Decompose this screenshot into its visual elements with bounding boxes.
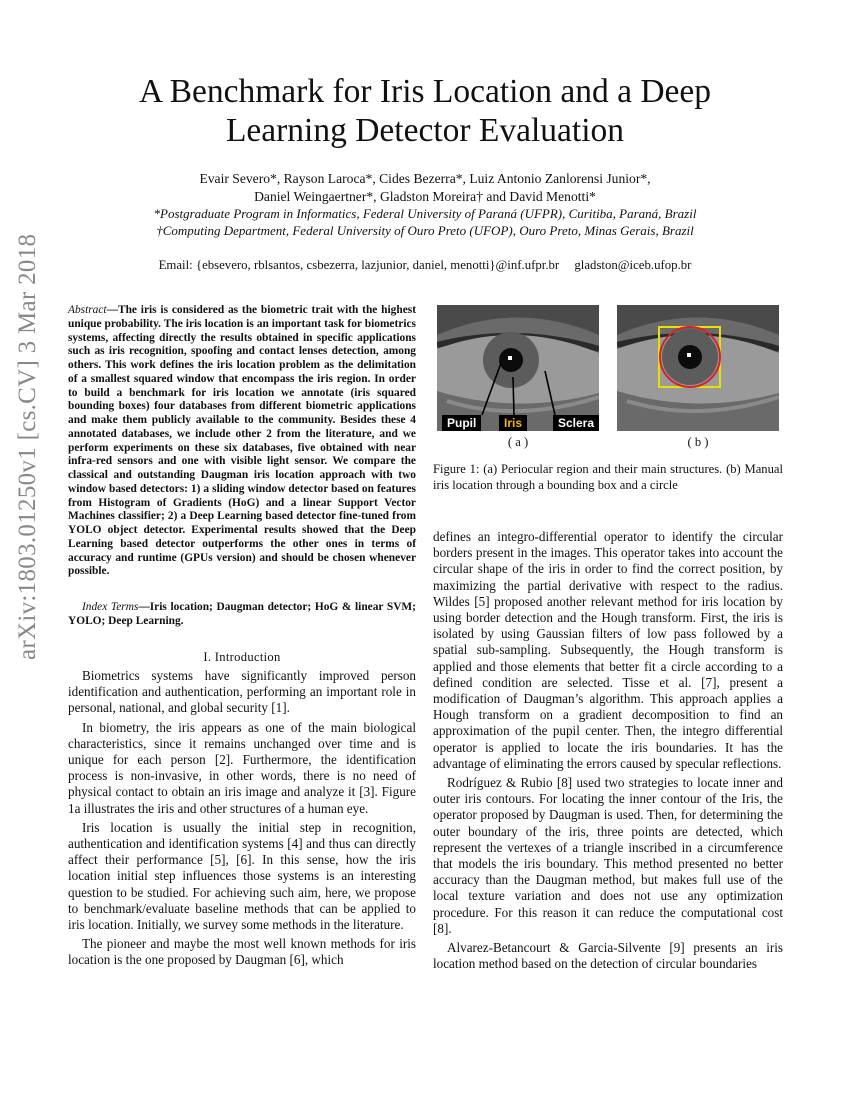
email-ufop: gladston@iceb.ufop.br [574, 258, 692, 272]
eye-image-a [437, 305, 599, 431]
subfigure-b-label: ( b ) [687, 435, 709, 449]
authors-line-2: Daniel Weingaertner*, Gladston Moreira† and David Menotti* [254, 189, 596, 204]
paragraph: The pioneer and maybe the most well known methods for iris location is the one proposed by Daugman [6], which [68, 936, 416, 968]
figure-1a-image [437, 305, 599, 431]
paragraph: Alvarez-Betancourt & Garcia-Silvente [9] presents an iris location method based on the detection of circular boundaries [433, 940, 783, 972]
right-column-body [433, 529, 783, 975]
title-line-2: Learning Detector Evaluation [225, 112, 625, 149]
paragraph: Iris location is usually the initial step in recognition, authentication and identification systems [4] and thus can directly affect their performance [5], [6]. In this sense, how the iris location initial step influences those systems is an interesting question to be studied. For achieving such aim, here, we propose to benchmark/evaluate baseline methods that can be applied to iris location. Initially, we survey some methods in the literature. [68, 819, 416, 933]
title-line-1: A Benchmark for Iris Location and a Deep [138, 73, 712, 110]
email-line [60, 258, 790, 273]
email-ufpr: Email: {ebsevero, rblsantos, csbezerra, lazjunior, daniel, menotti}@inf.ufpr.br [158, 258, 560, 272]
index-label: Index Terms [82, 601, 139, 613]
abstract-text: —The iris is considered as the biometric trait with the highest unique probability. The iris location is an important task for biometrics systems, affecting directly the results obtained in specific applications such as iris recognition, spoofing and contact lenses detection, among others. This work defines the iris location problem as the delimitation of a smallest squared window that encompass the iris region. In order to build a benchmark for iris location we annotate (iris squared bounding boxes) four databases from different biometric applications and make them publicly available to the community. Besides these 4 annotated databases, we include other 2 from the literature, and we perform experiments on these six databases, five obtained with near infra-red sensors and one with visible light sensor. We compare the classical and outstanding Daugman iris location approach with two window based detectors: 1) a sliding window detector based on features from Histogram of Gradients (HoG) and a linear Support Vector Machines classifier; 2) a Deep Learning based detector fine-tuned from YOLO object detector. Experimental results showed that the Deep Learning based detector outperforms the other ones in terms of accuracy and runtime (GPUs version) and should be chosen whenever possible. [68, 304, 416, 578]
index-terms [68, 601, 416, 629]
section-heading: I. Introduction [203, 650, 281, 664]
label-pupil: Pupil [442, 415, 481, 431]
paragraph: Rodríguez & Rubio [8] used two strategies to locate inner and outer iris contours. For locating the inner contour of the Iris, the operator proposed by Daugman is used. Then, for determining the outer boundary of the iris, three points are detected, which represent the vertexes of a triangle inscribed in a circumference that models the iris boundary. This method presented no better accuracy than the Daugman method, but makes full use of the local texture variation and does not use any optimization procedure. For this reason it can reduce the computational cost [8]. [433, 775, 783, 936]
paragraph: Biometrics systems have significantly improved person identification and authentication, performing an important role in personal, national, and global security [1]. [68, 668, 416, 716]
paper-title [60, 72, 790, 150]
arxiv-id: arXiv:1803.01250v1 [cs.CV] 3 Mar 2018 [14, 233, 41, 660]
paragraph: In biometry, the iris appears as one of the main biological characteristics, since it remains unchanged over time and is unique for each person [2]. Furthermore, the identification process is non-invasive, in other words, there is no need of physical contact to obtain an iris image and analyze it [3]. Figure 1a illustrates the iris and other structures of a human eye. [68, 719, 416, 816]
eye-image-b [617, 305, 779, 431]
figure-1b-image [617, 305, 779, 431]
abstract [68, 304, 416, 579]
subfigure-a-label: ( a ) [507, 435, 529, 449]
authors-line-1: Evair Severo*, Rayson Laroca*, Cides Bezerra*, Luiz Antonio Zanlorensi Junior*, [199, 171, 651, 186]
abstract-label: Abstract [68, 304, 107, 316]
index-text: —Iris location; Daugman detector; HoG & linear SVM; YOLO; Deep Learning. [68, 601, 416, 627]
label-sclera: Sclera [553, 415, 599, 431]
affiliation-1: *Postgraduate Program in Informatics, Federal University of Paraná (UFPR), Curitiba, Paraná, Brazil [153, 206, 697, 221]
left-column-body [68, 668, 416, 972]
figure-caption: Figure 1: (a) Periocular region and their main structures. (b) Manual iris location through a bounding box and a circle [433, 462, 783, 492]
affiliation-2: †Computing Department, Federal University of Ouro Preto (UFOP), Ouro Preto, Minas Gerais, Brazil [156, 223, 694, 238]
label-iris: Iris [499, 415, 527, 431]
paragraph: defines an integro-differential operator to identify the circular borders present in the images. This operator takes into account the circular shape of the iris in order to find the correct position, by maximizing the partial derivative with respect to the radius. Wildes [5] proposed another relevant method for iris location by using border detection and the Hough transform. First, the iris is isolated by using Gaussian filters of low pass followed by a spatial sub-sampling. Subsequently, the Hough transform is applied and those elements that better fit a circle according to a defined condition are selected. Tisse et al. [7], present a modification of Daugman’s algorithm. This approach applies a Hough transform on a gradient decomposition to find an approximation of the pupil center. Then, the integro differential operator is applied to locate the iris boundaries. It has the advantage of eliminating the errors caused by specular reflections. [433, 529, 783, 771]
